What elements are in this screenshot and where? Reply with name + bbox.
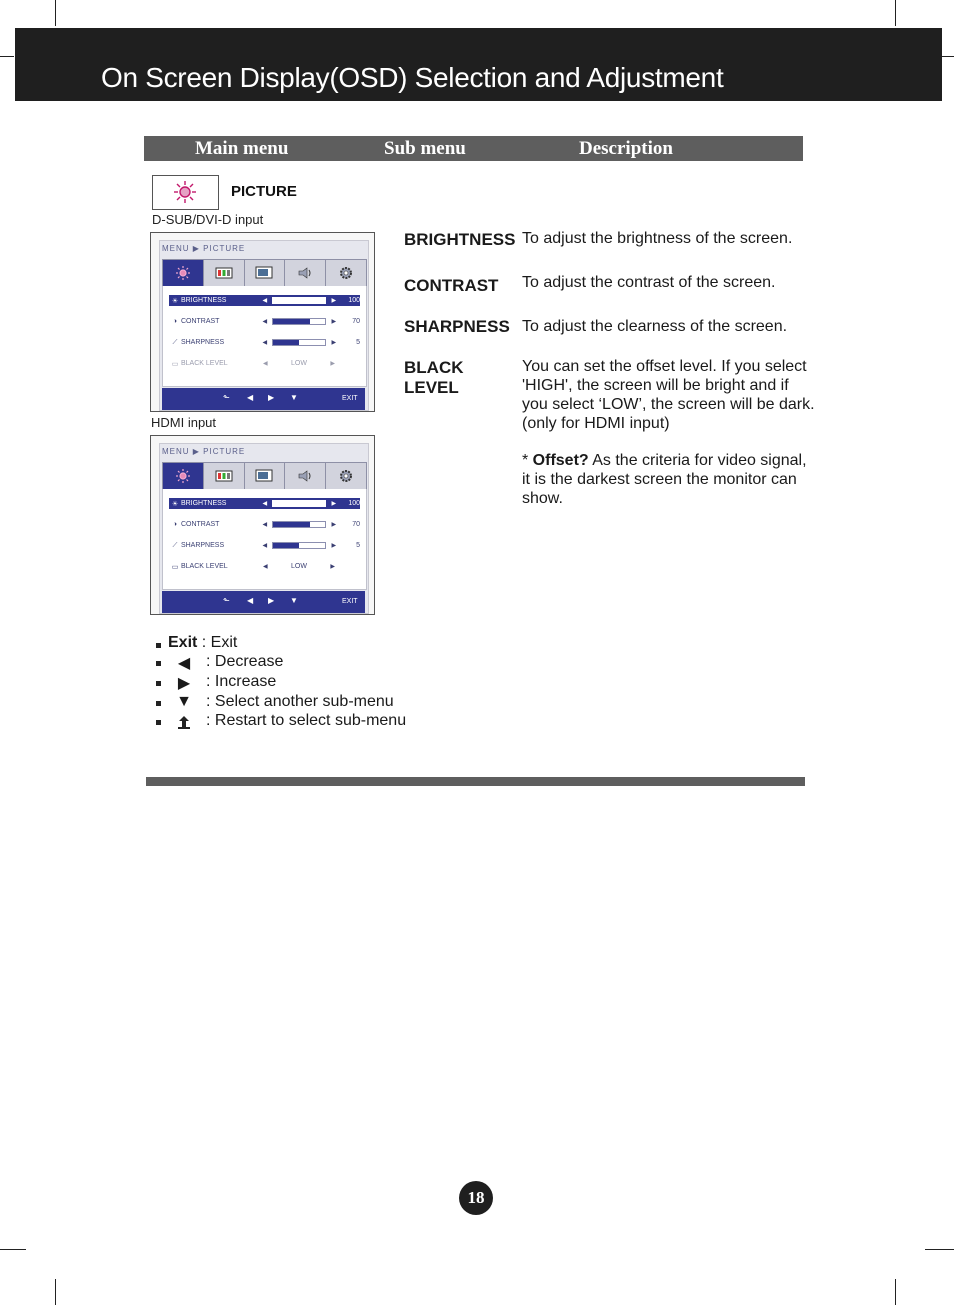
osd-row-sharpness: ⟋ SHARPNESS ◀ ▶ 5 <box>169 540 360 551</box>
decrease-arrow-icon: ◀ <box>262 522 268 528</box>
osd-icon-row <box>162 259 367 287</box>
column-main-menu: Main menu <box>195 138 289 159</box>
right-triangle-icon: ▶ <box>177 675 191 692</box>
decrease-arrow-icon: ◀ <box>262 319 268 325</box>
decrease-arrow-icon: ◀ <box>262 340 268 346</box>
desc-brightness: To adjust the brightness of the screen. <box>522 230 793 247</box>
submenu-contrast: CONTRAST <box>404 276 499 295</box>
dsub-input-label: D-SUB/DVI-D input <box>152 212 264 227</box>
osd-volume-icon <box>285 260 326 286</box>
header-bar <box>15 28 942 101</box>
down-arrow-icon: ▼ <box>290 393 298 402</box>
column-header-bar <box>144 136 803 161</box>
hdmi-input-label: HDMI input <box>151 415 217 430</box>
brightness-icon: ☀ <box>171 500 179 508</box>
desc-sharpness: To adjust the clearness of the screen. <box>522 318 788 335</box>
osd-footer <box>162 388 365 410</box>
osd-slider <box>272 318 326 325</box>
legend-decrease: ◀ : Decrease <box>156 653 456 673</box>
increase-arrow-icon: ▶ <box>331 522 337 528</box>
osd-setup-gear-icon <box>326 260 366 286</box>
decrease-arrow-icon: ◀ <box>262 501 268 507</box>
crop-mark <box>895 1279 896 1305</box>
crop-mark <box>925 1249 954 1250</box>
restart-arrow-icon <box>174 712 194 735</box>
osd-body <box>162 286 367 387</box>
crop-mark <box>55 0 56 26</box>
bottom-divider-bar <box>146 777 805 786</box>
column-description: Description <box>579 138 673 159</box>
osd-color-icon <box>204 260 245 286</box>
desc-contrast: To adjust the contrast of the screen. <box>522 274 776 291</box>
submenu-sharpness: SHARPNESS <box>404 317 510 336</box>
brightness-icon: ☀ <box>171 297 179 305</box>
legend-select: ▼ : Select another sub-menu <box>156 693 456 713</box>
increase-arrow-icon: ▶ <box>331 501 337 507</box>
main-menu-label: PICTURE <box>231 183 297 200</box>
crop-mark <box>55 1279 56 1305</box>
osd-exit-label: EXIT <box>342 395 358 402</box>
desc-black-level: You can set the offset level. If you select 'HIGH', the screen will be bright and if you select ‘LOW’, the screen will be dark. (only for HDMI input) <box>522 358 815 432</box>
increase-arrow-icon: ▶ <box>268 596 275 605</box>
left-triangle-icon: ◀ <box>177 655 191 672</box>
osd-slider <box>272 521 326 528</box>
osd-body <box>162 489 367 590</box>
decrease-arrow-icon: ◀ <box>247 596 254 605</box>
osd-slider <box>272 297 326 304</box>
osd-row-contrast: ◑ CONTRAST ◀ ▶ 70 <box>169 316 360 327</box>
osd-row-brightness: ☀ BRIGHTNESS ◀ ▶ 100 <box>169 498 360 509</box>
decrease-arrow-icon: ◀ <box>247 393 254 402</box>
osd-breadcrumb: MENU ▶ PICTURE <box>162 447 246 456</box>
down-triangle-icon: ▼ <box>176 693 192 710</box>
crop-mark <box>0 56 14 57</box>
osd-picture-icon <box>163 260 204 286</box>
osd-slider <box>272 542 326 549</box>
contrast-icon: ◑ <box>172 318 178 325</box>
increase-arrow-icon: ▶ <box>331 298 337 304</box>
osd-screenshot-dsub <box>150 232 375 412</box>
black-level-icon: ▭ <box>171 563 179 571</box>
decrease-arrow-icon: ◀ <box>262 298 268 304</box>
legend-increase: ▶ : Increase <box>156 673 456 693</box>
submenu-brightness: BRIGHTNESS <box>404 230 516 249</box>
black-level-icon: ▭ <box>171 360 179 368</box>
crop-mark <box>0 1249 26 1250</box>
osd-row-sharpness: ⟋ SHARPNESS ◀ ▶ 5 <box>169 337 360 348</box>
crop-mark <box>895 0 896 26</box>
restart-icon: ⬑ <box>223 596 230 605</box>
increase-arrow-icon: ▶ <box>331 319 337 325</box>
page-number: 18 <box>459 1181 493 1215</box>
sharpness-icon: ⟋ <box>172 338 178 346</box>
down-arrow-icon: ▼ <box>290 596 298 605</box>
legend-exit: Exit : Exit <box>156 634 456 654</box>
crop-mark <box>941 56 954 57</box>
increase-arrow-icon: ▶ <box>331 543 337 549</box>
legend-restart: : Restart to select sub-menu <box>156 712 456 732</box>
osd-picture-icon <box>163 463 204 489</box>
submenu-black-level: BLACK LEVEL <box>404 358 464 397</box>
osd-row-black-level: ▭ BLACK LEVEL ◀ LOW ▶ <box>169 358 360 369</box>
osd-slider <box>272 500 326 507</box>
osd-volume-icon <box>285 463 326 489</box>
decrease-arrow-icon: ◀ <box>263 564 268 570</box>
osd-color-icon <box>204 463 245 489</box>
osd-display-icon <box>245 260 286 286</box>
picture-menu-icon-box <box>152 175 219 210</box>
page-title: On Screen Display(OSD) Selection and Adjustment <box>101 62 724 93</box>
osd-row-contrast: ◑ CONTRAST ◀ ▶ 70 <box>169 519 360 530</box>
osd-footer <box>162 591 365 613</box>
increase-arrow-icon: ▶ <box>268 393 275 402</box>
osd-slider <box>272 339 326 346</box>
sharpness-icon: ⟋ <box>172 541 178 549</box>
increase-arrow-icon: ▶ <box>330 361 335 367</box>
decrease-arrow-icon: ◀ <box>263 361 268 367</box>
increase-arrow-icon: ▶ <box>331 340 337 346</box>
picture-sun-icon <box>153 176 218 209</box>
osd-row-brightness: ☀ BRIGHTNESS ◀ ▶ 100 <box>169 295 360 306</box>
column-sub-menu: Sub menu <box>384 138 466 159</box>
osd-icon-row <box>162 462 367 490</box>
contrast-icon: ◑ <box>172 521 178 528</box>
osd-display-icon <box>245 463 286 489</box>
decrease-arrow-icon: ◀ <box>262 543 268 549</box>
osd-row-black-level: ▭ BLACK LEVEL ◀ LOW ▶ <box>169 561 360 572</box>
osd-exit-label: EXIT <box>342 598 358 605</box>
desc-offset-note: * Offset? As the criteria for video signal, it is the darkest screen the monitor can show. <box>522 452 807 507</box>
osd-setup-gear-icon <box>326 463 366 489</box>
restart-icon: ⬑ <box>223 393 230 402</box>
increase-arrow-icon: ▶ <box>330 564 335 570</box>
osd-breadcrumb: MENU ▶ PICTURE <box>162 244 246 253</box>
osd-screenshot-hdmi <box>150 435 375 615</box>
